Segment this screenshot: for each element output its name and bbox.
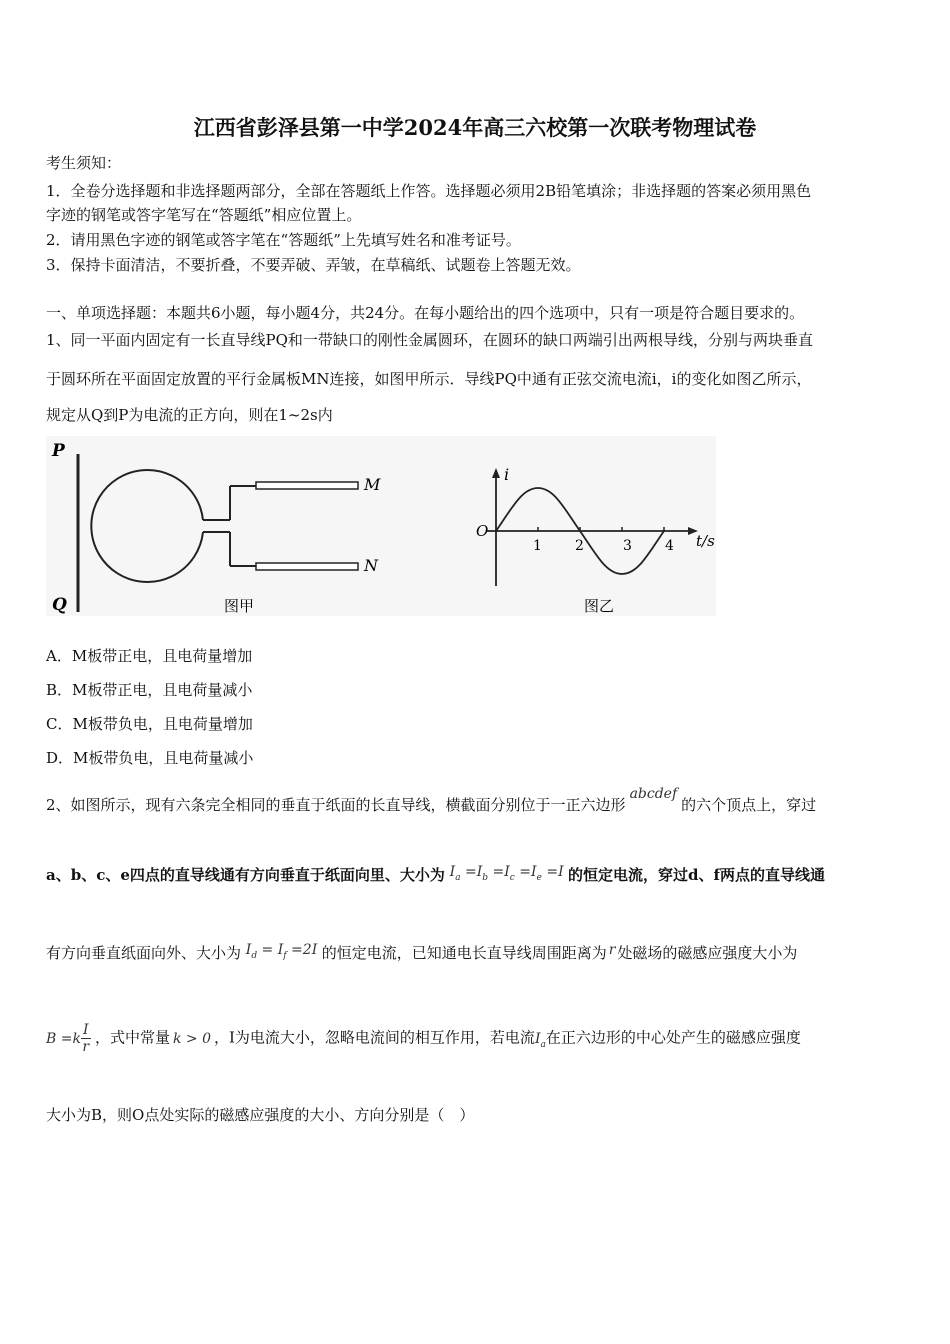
plate-m	[256, 482, 358, 489]
q2-line-3-text-b: 的恒定电流，已知通电长直导线周围距离为	[321, 944, 607, 962]
q2-line-4-text-a: ，式中常量	[94, 1028, 170, 1047]
q1-figure	[46, 436, 716, 616]
label-p: P	[52, 441, 65, 461]
q2-line-4-text-b: ，I为电流大小，忽略电流间的相互作用，若电流	[214, 1028, 535, 1047]
notice-item-1-cont: 字迹的钢笔或答字笔写在“答题纸”相应位置上。	[46, 206, 362, 224]
hexagon-label: abcdef	[629, 786, 678, 802]
q1-option-d: D．M板带负电，且电荷量减小	[46, 749, 254, 767]
q2-line-4-text-c: 在正六边形的中心处产生的磁感应强度	[545, 1028, 801, 1047]
q1-figure-svg	[46, 436, 716, 616]
notice-heading: 考生须知：	[46, 154, 122, 172]
q1-option-c: C．M板带负电，且电荷量增加	[46, 715, 253, 733]
tick-label-1: 1	[533, 538, 542, 554]
q2-line-2-text-a: a、b、c、e四点的直导线通有方向垂直于纸面向里、大小为	[46, 866, 445, 884]
q2-line-1-text-b: 的六个顶点上，穿过	[681, 796, 817, 814]
q2-line-2-text-b: 的恒定电流，穿过d、f两点的直导线通	[568, 866, 825, 884]
q1-line-2: 于圆环所在平面固定放置的平行金属板MN连接，如图甲所示．导线PQ中通有正弦交流电流i，i的变化如图乙所示，	[46, 370, 812, 388]
metal-ring	[91, 470, 203, 582]
q1-line-3: 规定从Q到P为电流的正方向，则在1~2s内	[46, 406, 333, 424]
q2-line-2	[46, 864, 825, 885]
notice-item-3: 3．保持卡面清洁，不要折叠，不要弄破、弄皱，在草稿纸、试题卷上答题无效。	[46, 256, 581, 274]
axis-t-label: t/s	[696, 532, 715, 550]
q1-option-a: A．M板带正电，且电荷量增加	[46, 647, 253, 665]
q2-line-3-text-a: 有方向垂直纸面向外、大小为	[46, 944, 242, 962]
axis-i-arrow	[492, 468, 500, 478]
q2-line-5: 大小为B，则O点处实际的磁感应强度的大小、方向分别是（ ）	[46, 1106, 475, 1124]
q2-line-4	[46, 1022, 801, 1055]
origin-label: O	[476, 522, 489, 540]
formula-b: B =k $\frac{I}{r}$	[46, 1022, 90, 1055]
tick-label-2: 2	[575, 538, 584, 554]
page-title: 江西省彭泽县第一中学2024年高三六校第一次联考物理试卷	[193, 115, 757, 140]
distance-r: r	[608, 942, 616, 958]
q2-line-1	[46, 786, 817, 815]
tick-label-3: 3	[623, 538, 632, 554]
q1-line-1: 1、同一平面内固定有一长直导线PQ和一带缺口的刚性金属圆环，在圆环的缺口两端引出两根导线，分别与两块垂直	[46, 331, 813, 349]
q2-current-equation: $I_a =I_b =I_c =I_e =I$	[449, 864, 564, 883]
section-heading: 一、单项选择题：本题共6小题，每小题4分，共24分。在每小题给出的四个选项中，只有一项是符合题目要求的。	[46, 304, 805, 322]
notice-item-2: 2．请用黑色字迹的钢笔或答字笔在“答题纸”上先填写姓名和准考证号。	[46, 231, 521, 249]
current-ia: $I_a$	[534, 1030, 546, 1050]
tick-label-4: 4	[665, 538, 674, 554]
notice-item-1: 1．全卷分选择题和非选择题两部分，全部在答题纸上作答。选择题必须用2B铅笔填涂；非选择题的答案必须用黑色	[46, 182, 812, 200]
q2-line-3-text-c: 处磁场的磁感应强度大小为	[617, 944, 798, 962]
q2-current-equation-df: $I_d = I_f =2I$	[245, 942, 318, 961]
label-n: N	[364, 556, 378, 575]
q1-option-b: B．M板带正电，且电荷量减小	[46, 681, 253, 699]
caption-a: 图甲	[224, 597, 255, 615]
plate-n	[256, 563, 358, 570]
q2-line-3	[46, 942, 797, 963]
label-q: Q	[52, 595, 67, 615]
q2-line-1-text-a: 2、如图所示，现有六条完全相同的垂直于纸面的长直导线，横截面分别位于一正六边形	[46, 796, 626, 814]
axis-i-label: i	[504, 465, 510, 484]
label-m: M	[364, 475, 381, 494]
caption-b: 图乙	[584, 597, 615, 615]
k-positive: k > 0	[172, 1030, 211, 1047]
